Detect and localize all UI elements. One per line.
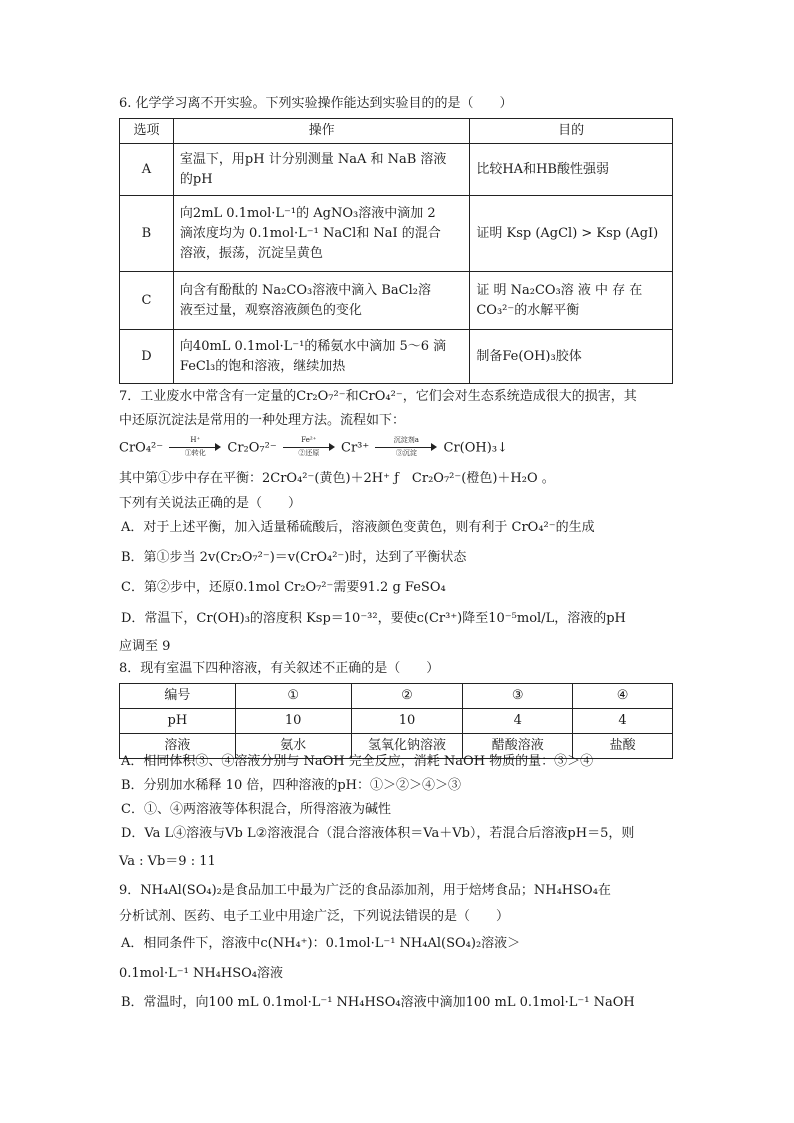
- q6-goal-d: [470, 330, 673, 384]
- flow-arrow-3-top: 沉淀剂a: [393, 436, 419, 444]
- q9-option-b: B．常温时，向100 mL 0.1mol·L⁻¹ NH₄HSO₄溶液中滴加100 mL 0.1mol·L⁻¹ NaOH: [121, 995, 635, 1010]
- q7-equilibrium: 其中第①步中存在平衡：2CrO₄²⁻(黄色)＋2H⁺ ƒ Cr₂O₇²⁻(橙色)＋H₂O 。: [119, 471, 555, 486]
- q7-option-b: B．第①步当 2v(Cr₂O₇²⁻)＝v(CrO₄²⁻)时，达到了平衡状态: [121, 550, 467, 565]
- q9-stem-line2: 分析试剂、医药、电子工业中用途广泛，下列说法错误的是（ ）: [119, 909, 510, 924]
- q6-header-goal: 目的: [470, 119, 673, 144]
- q6-header-operation: 操作: [173, 119, 469, 144]
- q7-option-d-line1: D．常温下，Cr(OH)₃的溶度积 Ksp＝10⁻³²，要使c(Cr³⁺)降至10⁻⁵mol/L，溶液的pH: [121, 611, 626, 626]
- table-row: [120, 144, 673, 196]
- flow-species-2: Cr₂O₇²⁻: [227, 440, 277, 456]
- q7-ask: 下列有关说法正确的是（ ）: [119, 496, 302, 511]
- cell-line: 证明 Ksp (AgCl) > Ksp (AgI): [476, 225, 659, 241]
- q6-table: [119, 118, 673, 384]
- q9-option-a-line2: 0.1mol·L⁻¹ NH₄HSO₄溶液: [119, 966, 283, 981]
- q6-option-a: A: [120, 144, 174, 196]
- q8-cell: 10: [351, 709, 463, 734]
- cell-line: 室温下，用pH 计分别测量 NaA 和 NaB 溶液: [179, 151, 447, 167]
- flow-arrow-2: [283, 438, 335, 458]
- q6-header-option: 选项: [120, 119, 174, 144]
- flow-arrow-1-bottom: ①转化: [184, 449, 206, 457]
- flow-species-1: CrO₄²⁻: [119, 440, 164, 456]
- q7-option-d-line2: 应调至 9: [119, 639, 171, 654]
- arrow-shaft: [283, 447, 331, 448]
- q6-option-c: C: [120, 272, 174, 330]
- q7-stem-line2: 中还原沉淀法是常用的一种处理方法。流程如下：: [119, 413, 406, 428]
- flow-arrow-2-top: Fe²⁺: [301, 436, 317, 444]
- q8-option-a: A．相同体积③、④溶液分别与 NaOH 完全反应，消耗 NaOH 物质的量：③＞④: [121, 754, 594, 769]
- flow-arrow-1-top: H⁺: [190, 436, 201, 444]
- q6-option-b: B: [120, 196, 174, 272]
- cell-line: 证 明 Na₂CO₃溶 液 中 存 在: [476, 282, 643, 298]
- q8-cell: ①: [235, 684, 351, 709]
- q6-operation-b: [173, 196, 469, 272]
- table-row: [120, 684, 673, 709]
- cell-line: 液至过量，观察溶液颜色的变化: [179, 302, 362, 318]
- cell-line: 向2mL 0.1mol·L⁻¹的 AgNO₃溶液中滴加 2: [179, 205, 436, 221]
- q6-operation-c: [173, 272, 469, 330]
- q8-cell: ③: [463, 684, 573, 709]
- cell-line: FeCl₃的饱和溶液，继续加热: [179, 358, 346, 374]
- table-row: [120, 330, 673, 384]
- q8-cell: 氨水: [235, 734, 351, 759]
- q8-cell: 盐酸: [573, 734, 673, 759]
- q6-goal-a: [470, 144, 673, 196]
- q8-cell: pH: [120, 709, 236, 734]
- q8-cell: 编号: [120, 684, 236, 709]
- arrow-shaft: [169, 447, 217, 448]
- q8-cell: 4: [463, 709, 573, 734]
- q9-option-a-line1: A．相同条件下，溶液中c(NH₄⁺)：0.1mol·L⁻¹ NH₄Al(SO₄)₂溶液＞: [121, 936, 521, 951]
- q8-cell: ④: [573, 684, 673, 709]
- cell-line: 比较HA和HB酸性强弱: [476, 161, 609, 177]
- cell-line: 滴浓度均为 0.1mol·L⁻¹ NaCl和 NaI 的混合: [179, 225, 441, 241]
- flow-species-3: Cr³⁺: [341, 440, 370, 456]
- flow-arrow-3-bottom: ③沉淀: [395, 449, 417, 457]
- cell-line: CO₃²⁻的水解平衡: [476, 302, 580, 318]
- q8-option-d-line1: D．Va L④溶液与Vb L②溶液混合（混合溶液体积＝Va＋Vb），若混合后溶液pH＝5，则: [121, 826, 635, 841]
- cell-line: 向含有酚酞的 Na₂CO₃溶液中滴入 BaCl₂溶: [179, 282, 431, 298]
- q6-operation-a: [173, 144, 469, 196]
- flow-arrow-2-bottom: ②还原: [298, 449, 320, 457]
- cell-line: 制备Fe(OH)₃胶体: [476, 348, 582, 364]
- q7-option-c: C．第②步中，还原0.1mol Cr₂O₇²⁻需要91.2 g FeSO₄: [121, 580, 446, 595]
- q8-cell: ②: [351, 684, 463, 709]
- q8-stem: 8．现有室温下四种溶液，有关叙述不正确的是（ ）: [119, 661, 440, 676]
- arrow-shaft: [375, 447, 433, 448]
- q8-table: [119, 683, 673, 759]
- q9-stem-line1: 9．NH₄Al(SO₄)₂是食品加工中最为广泛的食品添加剂，用于焙烤食品；NH₄HSO₄在: [119, 883, 611, 898]
- table-row: [120, 196, 673, 272]
- cell-line: 的pH: [179, 171, 213, 187]
- q8-cell: 氢氧化钠溶液: [351, 734, 463, 759]
- q8-option-b: B．分别加水稀释 10 倍，四种溶液的pH：①＞②＞④＞③: [121, 778, 462, 793]
- table-row: [120, 709, 673, 734]
- q8-cell: 4: [573, 709, 673, 734]
- q7-option-a: A．对于上述平衡，加入适量稀硫酸后，溶液颜色变黄色，则有利于 CrO₄²⁻的生成: [121, 520, 595, 535]
- q8-cell: 醋酸溶液: [463, 734, 573, 759]
- q7-stem-line1: 7．工业废水中常含有一定量的Cr₂O₇²⁻和CrO₄²⁻，它们会对生态系统造成很大的损害，其: [119, 389, 637, 404]
- q8-cell: 10: [235, 709, 351, 734]
- q6-operation-d: [173, 330, 469, 384]
- table-row: [120, 272, 673, 330]
- q8-option-d-line2: Va : Vb＝9 : 11: [119, 854, 216, 869]
- q8-cell: 溶液: [120, 734, 236, 759]
- cell-line: 溶液，振荡，沉淀呈黄色: [179, 245, 323, 261]
- q6-goal-c: [470, 272, 673, 330]
- flow-species-4: Cr(OH)₃↓: [443, 440, 508, 456]
- flow-arrow-3: [375, 438, 437, 458]
- q7-flow-diagram: [119, 438, 508, 464]
- q6-goal-b: [470, 196, 673, 272]
- cell-line: 向40mL 0.1mol·L⁻¹的稀氨水中滴加 5～6 滴: [179, 338, 447, 354]
- flow-arrow-1: [169, 438, 221, 458]
- q6-stem: 6. 化学学习离不开实验。下列实验操作能达到实验目的的是（ ）: [119, 96, 513, 111]
- q6-option-d: D: [120, 330, 174, 384]
- q8-option-c: C．①、④两溶液等体积混合，所得溶液为碱性: [121, 802, 391, 817]
